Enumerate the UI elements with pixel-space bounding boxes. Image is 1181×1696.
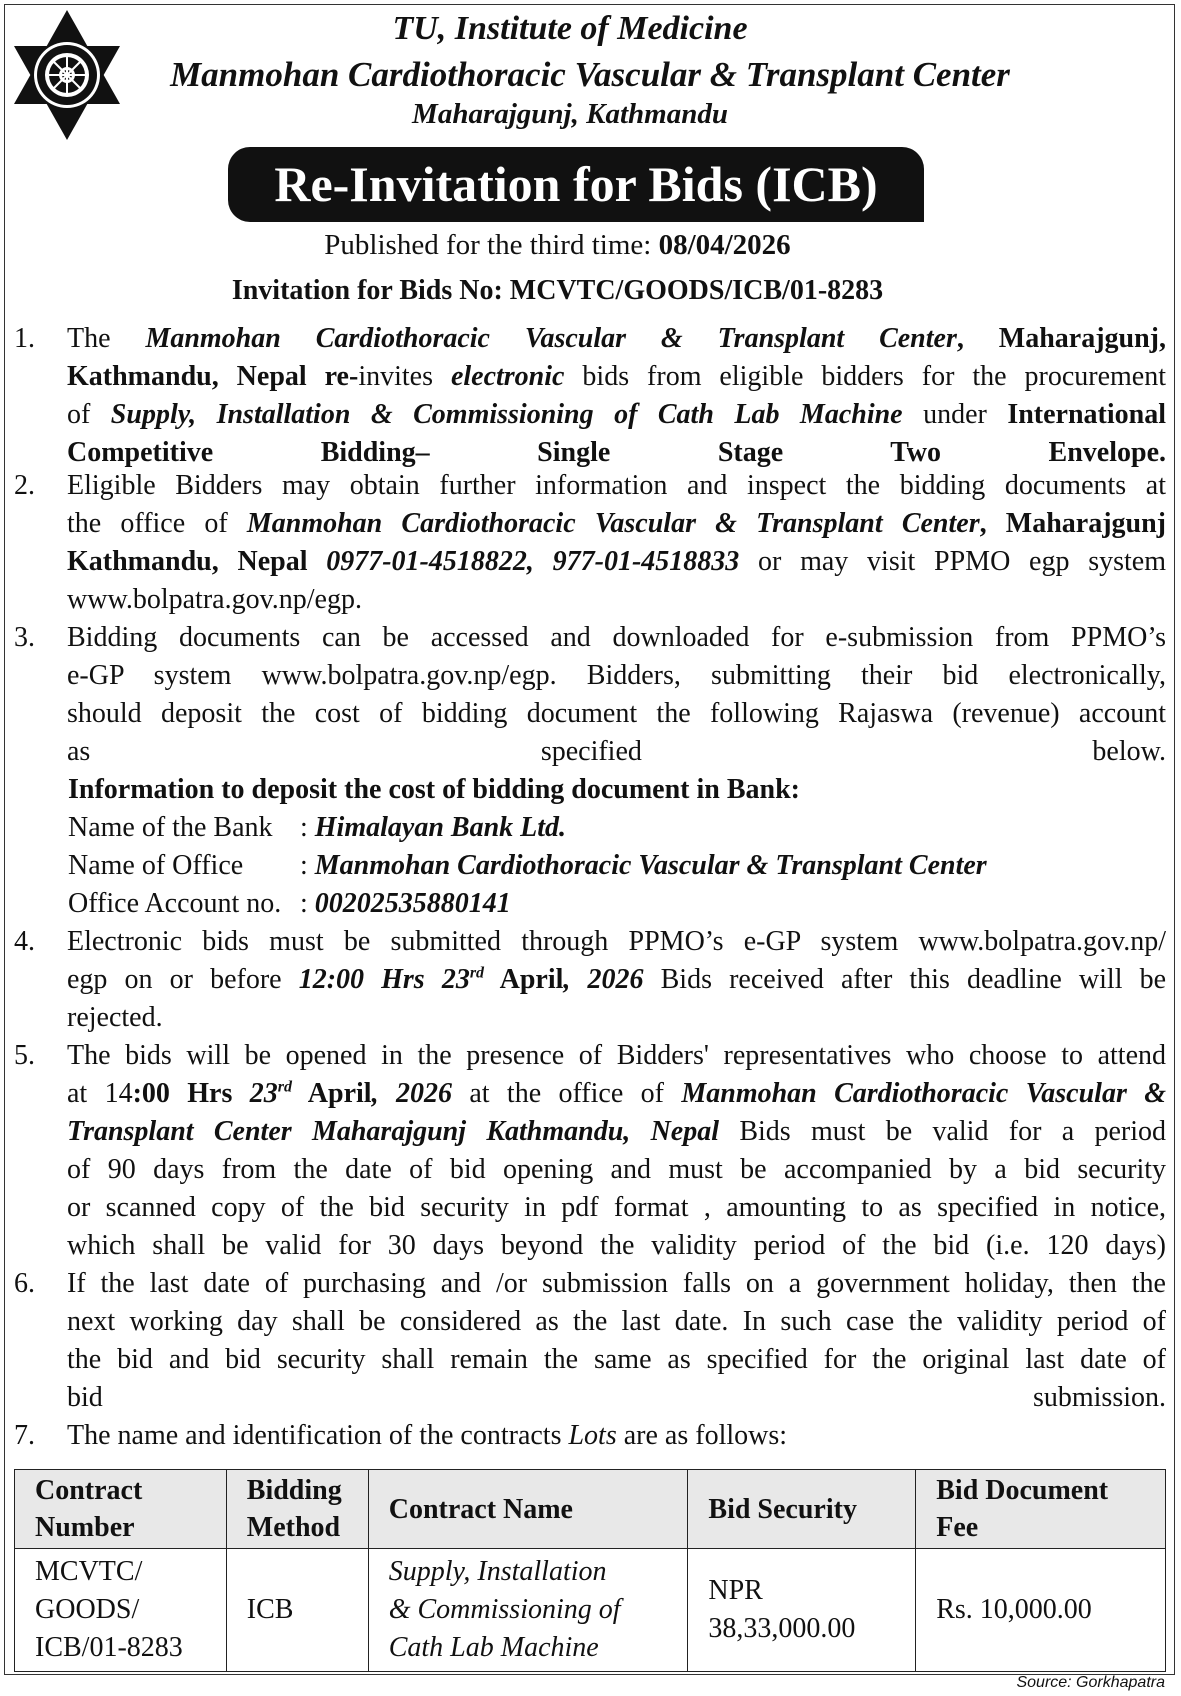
list-item-4: 4. Electronic bids must be submitted through PPMO’s e-GP system www.bolpatra.gov.np/ egp on or before 12:00 Hrs 23rd April, 2026 Bids received after this deadline will be rejected. bbox=[14, 926, 1167, 1033]
list-item-2: 2. Eligible Bidders may obtain further information and inspect the bidding documents at the office of Manmohan Cardiothoracic Vascular & Transplant Center, Maharajgunj Kathmandu, Nepal 0977-01-4518822, 977-01-4518833 or may visit PPMO egp system www.bolpatra.gov.np/egp. bbox=[14, 470, 1167, 615]
header-bid-document-fee: Bid Document Fee bbox=[916, 1470, 1166, 1549]
institute-title: TU, Institute of Medicine bbox=[392, 10, 748, 47]
bank-name-row: Name of the Bank : Himalayan Bank Ltd. bbox=[68, 812, 567, 843]
ifb-number: Invitation for Bids No: MCVTC/GOODS/ICB/01-8283 bbox=[231, 275, 884, 306]
location-title: Maharajgunj, Kathmandu bbox=[412, 98, 728, 130]
nepal-emblem-star-logo bbox=[8, 8, 126, 142]
header-contract-number: Contract Number bbox=[15, 1470, 227, 1549]
published-line: Published for the third time: 08/04/2026 bbox=[324, 229, 791, 261]
cell-bidding-method: ICB bbox=[226, 1549, 368, 1672]
cell-bid-security: NPR 38,33,000.00 bbox=[688, 1549, 916, 1672]
contract-lots-table bbox=[14, 1469, 1166, 1672]
notice-banner: Re-Invitation for Bids (ICB) bbox=[228, 147, 924, 222]
list-item-6: 6. If the last date of purchasing and /or submission falls on a government holiday, then the next working day shall be considered as the last date. In such case the validity period of the bid and bid security shall remain the same as specified for the original last date of bid submission. bbox=[14, 1268, 1166, 1413]
header-bidding-method: Bidding Method bbox=[226, 1470, 368, 1549]
cell-contract-name: Supply, Installation & Commissioning of Cath Lab Machine bbox=[368, 1549, 688, 1672]
table-header-row bbox=[15, 1470, 1166, 1549]
cell-bid-document-fee: Rs. 10,000.00 bbox=[916, 1549, 1166, 1672]
center-title: Manmohan Cardiothoracic Vascular & Transplant Center bbox=[170, 55, 1010, 94]
source-credit: Source: Gorkhapatra bbox=[1016, 1674, 1165, 1691]
table-row bbox=[15, 1549, 1166, 1672]
cell-contract-number: MCVTC/ GOODS/ ICB/01-8283 bbox=[15, 1549, 227, 1672]
account-number-row: Office Account no. : 00202535880141 bbox=[68, 888, 511, 919]
header-bid-security: Bid Security bbox=[688, 1470, 916, 1549]
list-item-5: 5. The bids will be opened in the presence of Bidders' representatives who choose to attend at 14:00 Hrs 23rd April, 2026 at the office of Manmohan Cardiothoracic Vascular & Transplant Center Maharajgunj Kathmandu, Nepal Bids must be valid for a period of 90 days from the date of bid opening and must be accompanied by a bid security or scanned copy of the bid security in pdf format , amounting to as specified in notice, which shall be valid for 30 days beyond the validity period of the bid (i.e. 120 days) bbox=[14, 1040, 1167, 1261]
office-name-row: Name of Office : Manmohan Cardiothoracic Vascular & Transplant Center bbox=[68, 850, 987, 881]
header-contract-name: Contract Name bbox=[368, 1470, 688, 1549]
list-item-7: 7. The name and identification of the contracts Lots are as follows: bbox=[14, 1420, 788, 1451]
list-item-3: 3. Bidding documents can be accessed and downloaded for e-submission from PPMO’s e-GP system www.bolpatra.gov.np/egp. Bidders, submitting their bid electronically, should deposit the cost of bidding document the following Rajaswa (revenue) account as specified below. bbox=[14, 622, 1166, 767]
bank-info-heading: Information to deposit the cost of bidding document in Bank: bbox=[68, 774, 800, 805]
list-item-1: 1. The Manmohan Cardiothoracic Vascular & Transplant Center, Maharajgunj, Kathmandu, Nepal re-invites electronic bids from eligible bidders for the procurement of Supply, Installation & Commissioning of Cath Lab Machine under International Competitive Bidding– Single Stage Two Envelope. bbox=[14, 323, 1167, 468]
